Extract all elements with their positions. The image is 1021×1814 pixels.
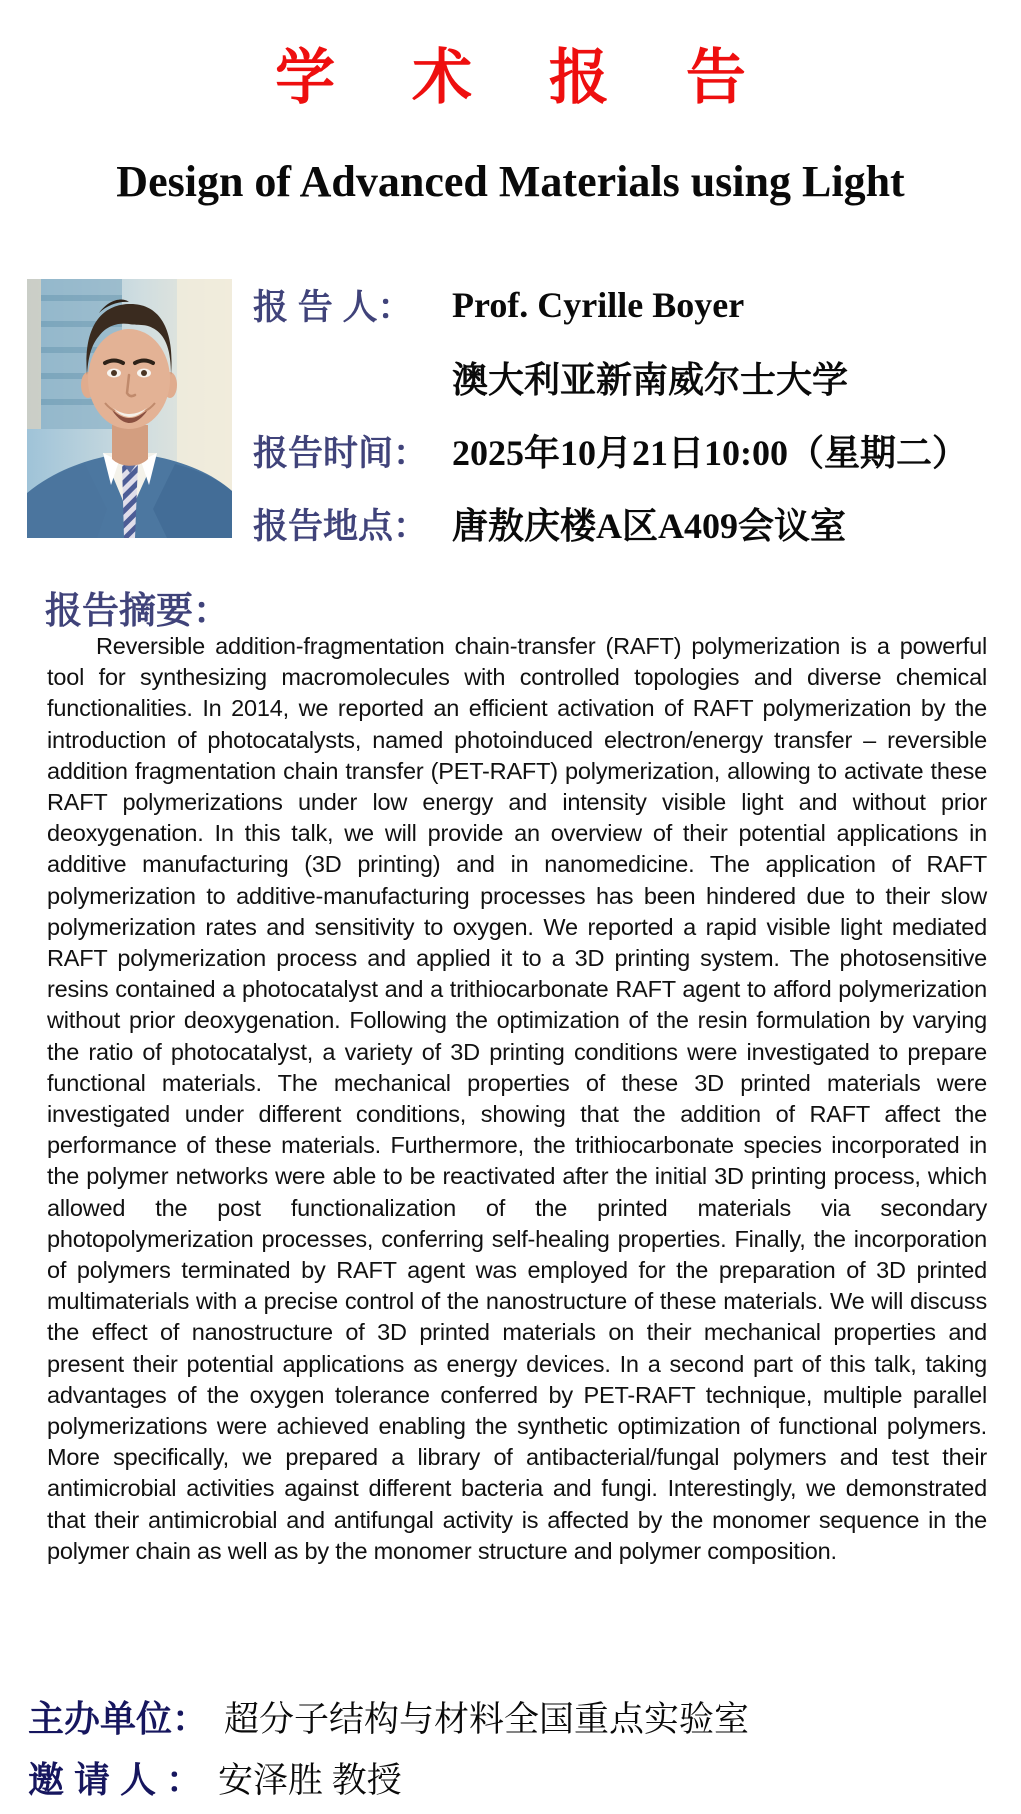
affiliation-line <box>253 341 1021 414</box>
speaker-affiliation: 澳大利亚新南威尔士大学 <box>452 360 849 400</box>
abstract-text: Reversible addition-fragmentation chain-transfer (RAFT) polymerization is a powerful tool for synthesizing macromolecules with controlled topologies and diverse chemical functionalities. In 2014, we reported an efficient activation of RAFT polymerization by the introduction of photocatalysts, named photoinduced electron/energy transfer – reversible addition fragmentation chain transfer (PET-RAFT) polymerization, allowing to activate these RAFT polymerizations under low energy and intensity visible light and without prior deoxygenation. In this talk, we will provide an overview of their potential applications in additive manufacturing (3D printing) and in nanomedicine. The application of RAFT polymerization to additive-manufacturing processes has been hindered due to their slow polymerization rates and sensitivity to oxygen. We reported a rapid visible light mediated RAFT polymerization process and applied it to a 3D printing system. The photosensitive resins contained a photocatalyst and a trithiocarbonate RAFT agent to afford polymerization without prior deoxygenation. Following the optimization of the resin formulation by varying the ratio of photocatalyst, a variety of 3D printing conditions were investigated to prepare functional materials. The mechanical properties of these 3D printed materials were investigated under different conditions, showing that the addition of RAFT affect the performance of these materials. Furthermore, the trithiocarbonate species incorporated in the polymer networks were able to be reactivated after the initial 3D printing process, which allowed the post functionalization of the printed materials via secondary photopolymerization processes, conferring self-healing properties. Finally, the incorporation of polymers terminated by RAFT agent was employed for the preparation of 3D printed multimaterials with a precise control of the nanostructure of these materials. We will discuss the effect of nanostructure of 3D printed materials on their mechanical properties and present their potential applications as energy devices. In a second part of this talk, taking advantages of the oxygen tolerance conferred by PET-RAFT technique, multiple parallel polymerizations were achieved enabling the synthetic optimization of functional polymers. More specifically, we prepared a library of antibacterial/fungal polymers and test their antimicrobial activities against different bacteria and fungi. Interestingly, we demonstrated that their antimicrobial and antifungal activity is affected by the monomer sequence in the polymer chain as well as by the monomer structure and polymer composition. <box>47 633 987 1564</box>
speaker-label: 报 告 人： <box>253 287 413 327</box>
speaker-name: Prof. Cyrille Boyer <box>452 284 745 325</box>
host-label: 主办单位： <box>28 1698 209 1739</box>
time-line <box>253 414 1021 487</box>
speaker-line <box>253 268 1021 341</box>
talk-info <box>253 268 1021 560</box>
time-value: 2025年10月21日10:00（星期二） <box>452 433 968 473</box>
venue-line <box>253 487 1021 560</box>
inviter-label: 邀 请 人 ： <box>28 1759 203 1800</box>
time-label: 报告时间： <box>253 433 429 473</box>
speaker-photo <box>27 279 232 538</box>
host-value: 超分子结构与材料全国重点实验室 <box>224 1699 750 1739</box>
talk-title: Design of Advanced Materials using Light <box>116 157 905 206</box>
venue-value: 唐敖庆楼A区A409会议室 <box>452 506 846 546</box>
inviter-line <box>28 1747 988 1808</box>
inviter-value: 安泽胜 教授 <box>218 1760 402 1800</box>
host-line <box>28 1686 988 1747</box>
venue-label: 报告地点： <box>253 506 429 546</box>
poster-footer <box>28 1686 988 1808</box>
abstract-heading: 报告摘要： <box>45 590 230 631</box>
poster-title-cn: 学 术 报 告 <box>275 43 774 113</box>
